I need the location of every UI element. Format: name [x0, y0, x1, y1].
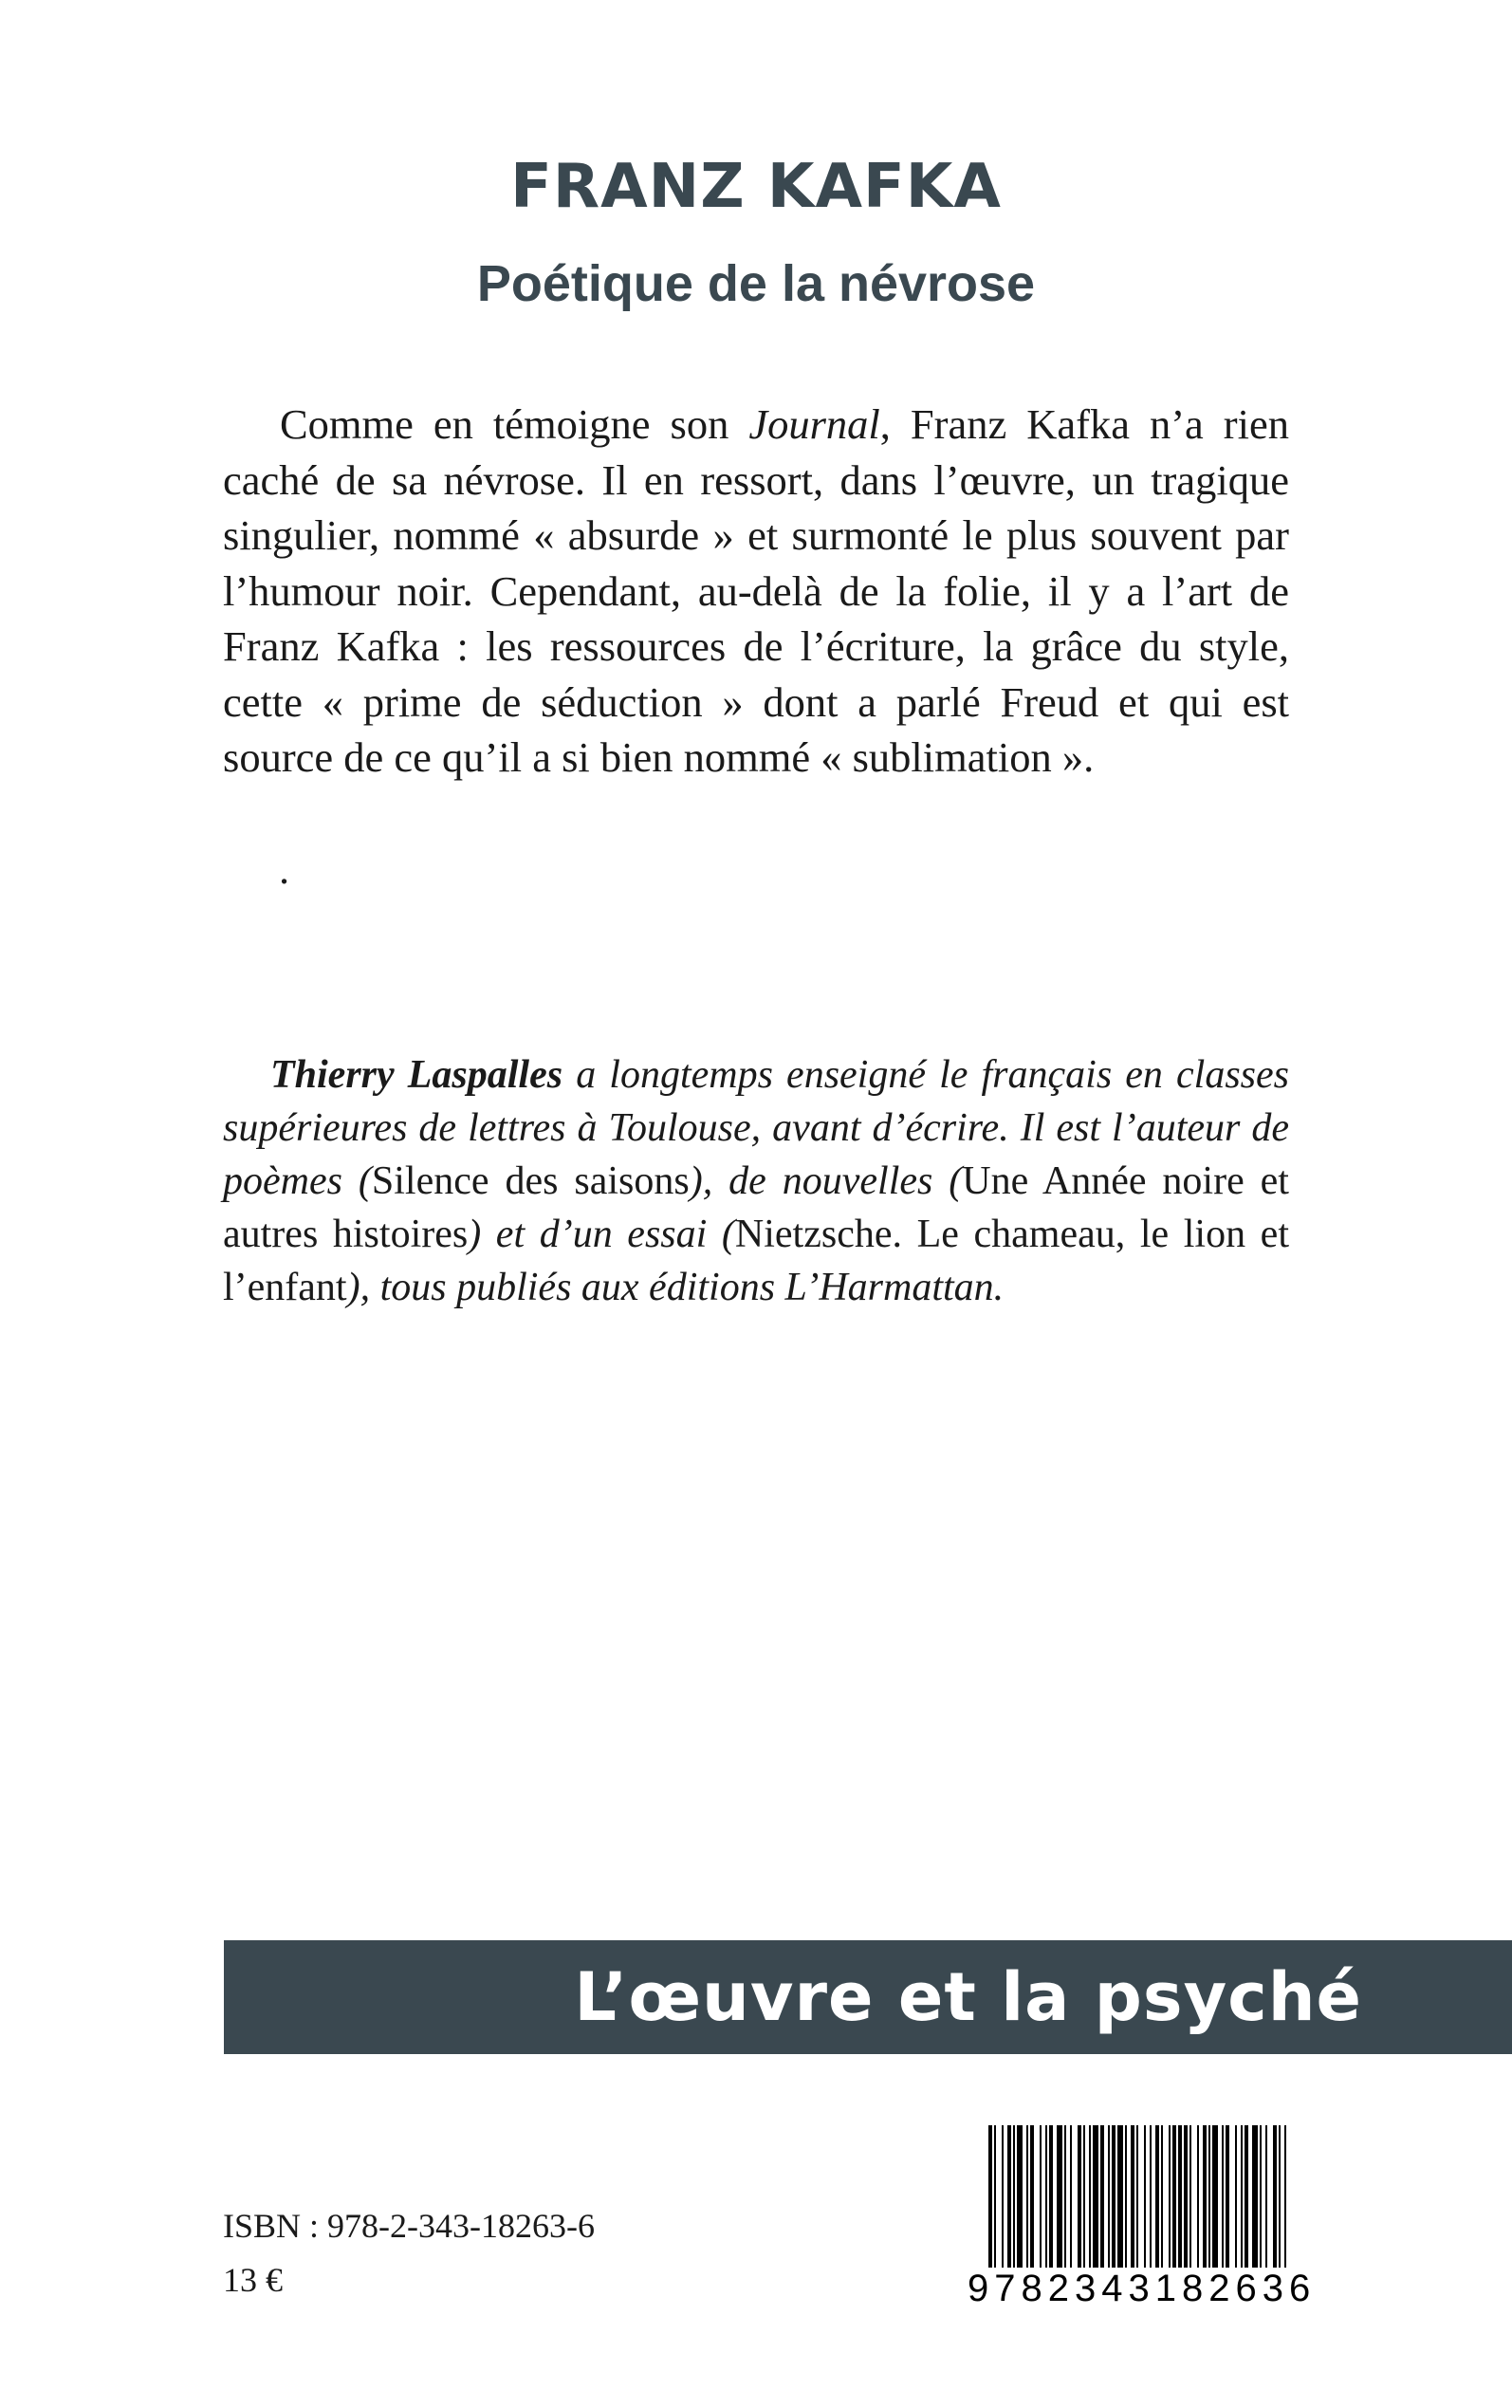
summary-text-1: Comme en témoigne son [280, 400, 749, 448]
summary-text-2: , Franz Kafka n’a rien caché de sa névrose. Il en ressort, dans l’œuvre, un tragique singulier, nommé « absurde » et surmonté le plus souvent par l’humour noir. Cependant, au-delà de la folie, il y a l’art de Franz Kafka : les ressources de l’écriture, la grâce du style, cette « prime de séduction » dont a parlé Freud et qui est source de ce qu’il a si bien nommé « sublimation ». [223, 400, 1289, 781]
barcode-digits: 9782343182636 [968, 2268, 1317, 2309]
collection-label: L’œuvre et la psyché [574, 1958, 1362, 2036]
bio-text-4: ), tous publiés aux éditions L’Harmattan. [346, 1266, 1005, 1309]
bio-work-2: Une Année noire et autres histoires [223, 1159, 1289, 1256]
bio-text-3: ) et d’un essai ( [468, 1213, 735, 1256]
book-subtitle: Poétique de la névrose [476, 255, 1036, 312]
collection-band [224, 1940, 1512, 2054]
isbn: ISBN : 978-2-343-18263-6 [223, 2207, 595, 2245]
price: 13 € [223, 2261, 283, 2299]
bio-work-3: Nietzsche. Le chameau, le lion et l’enfant [223, 1213, 1289, 1309]
summary-paragraph [223, 397, 1289, 786]
book-title: FRANZ KAFKA [510, 152, 1002, 222]
summary-journal: Journal [748, 400, 880, 448]
bio-text-2: ), de nouvelles ( [689, 1159, 963, 1203]
author-name: Thierry Laspalles [270, 1053, 563, 1097]
bio-work-1: Silence des saisons [371, 1159, 690, 1203]
author-bio [223, 1048, 1289, 1314]
summary-dot: . [279, 845, 290, 893]
bio-text-1: a longtemps enseigné le français en classes supérieures de lettres à Toulouse, avant d’écrire. Il est l’auteur de poèmes ( [223, 1053, 1290, 1203]
